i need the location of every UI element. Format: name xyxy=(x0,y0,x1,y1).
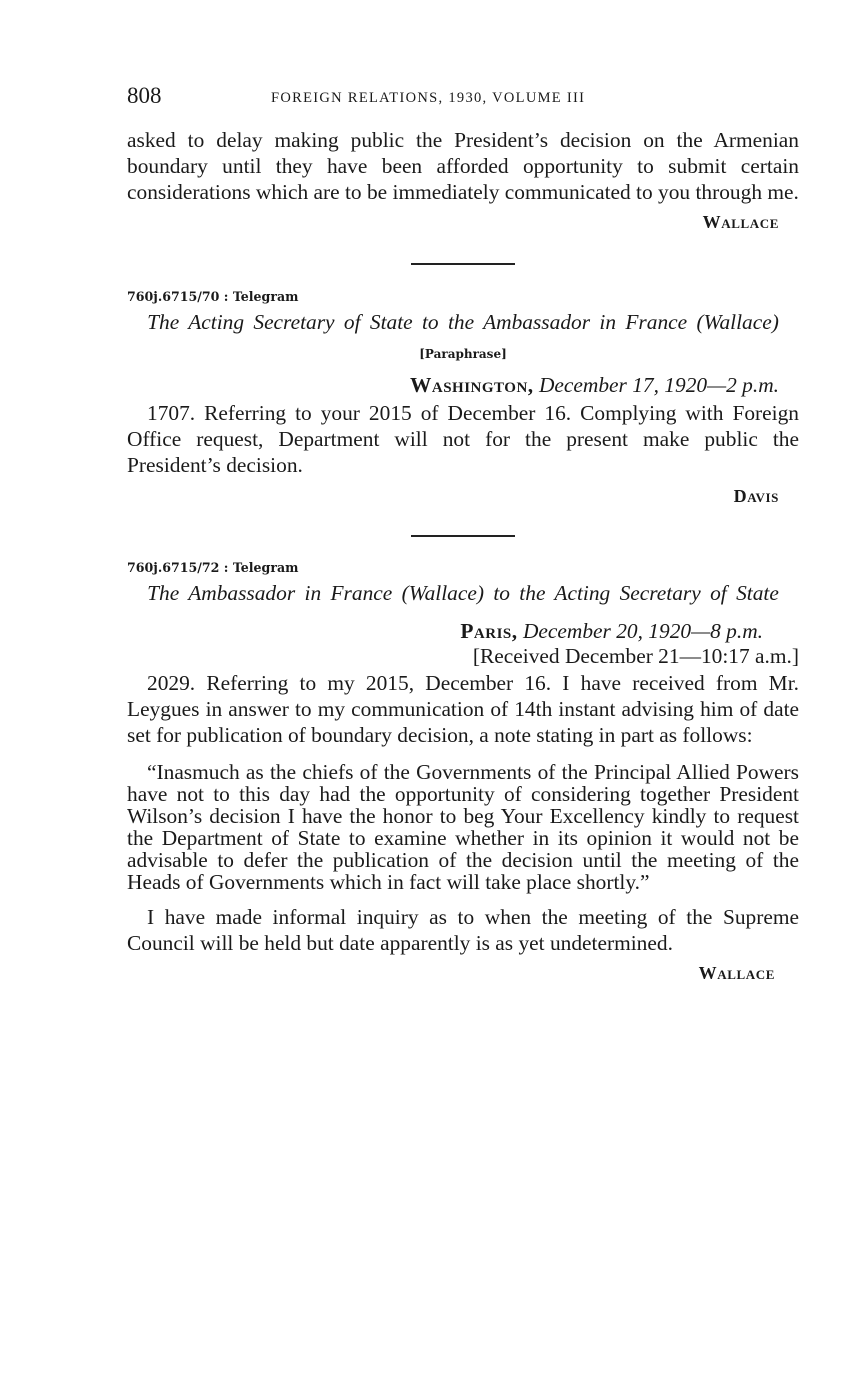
running-title: FOREIGN RELATIONS, 1930, VOLUME III xyxy=(271,90,586,106)
quoted-note: “Inasmuch as the chiefs of the Governments of the Principal Allied Powers have not to this day had the opportunity of considering together President Wilson’s decision I have the honor to beg Your Excellency kindly to request the Department of State to examine whether in its opinion it would not be advisable to defer the publication of the decision until the meeting of the Heads of Governments which in fact will take place shortly.” xyxy=(127,759,799,894)
section-divider xyxy=(411,263,515,265)
paraphrase-note: [Paraphrase] xyxy=(419,347,507,362)
page-number: 808 xyxy=(127,83,162,108)
section-divider xyxy=(411,535,515,537)
document-page xyxy=(127,80,799,984)
file-reference: 760j.6715/70 : Telegram xyxy=(127,289,299,305)
dateline-place: Paris, xyxy=(460,619,518,644)
document-title: The Ambassador in France (Wallace) to the Acting Secretary of State xyxy=(147,580,779,605)
received-note: [Received December 21—10:17 a.m.] xyxy=(472,644,799,669)
dateline-date: December 17, 1920—2 p.m. xyxy=(538,373,779,398)
telegram-body: 1707. Referring to your 2015 of December 16. Complying with Foreign Office request, Department will not for the present make public the President’s decision. xyxy=(127,401,799,477)
continuation-paragraph: asked to delay making public the President’s decision on the Armenian boundary until they have been afforded opportunity to submit certain considerations which are to be immediately communicated to you through me. xyxy=(127,128,799,204)
telegram-body: 2029. Referring to my 2015, December 16. I have received from Mr. Leygues in answer to my communication of 14th instant advising him of date set for publication of boundary decision, a note stating in part as follows: xyxy=(127,671,799,747)
dateline-date: December 20, 1920—8 p.m. xyxy=(522,619,763,644)
dateline xyxy=(127,619,763,644)
file-reference: 760j.6715/72 : Telegram xyxy=(127,559,299,575)
dateline xyxy=(127,373,779,398)
document-title: The Acting Secretary of State to the Ambassador in France (Wallace) xyxy=(147,310,779,335)
dateline-place: Washington, xyxy=(409,373,534,398)
signature-wallace-1: Wallace xyxy=(702,212,779,233)
signature-davis: Davis xyxy=(733,485,779,506)
closing-paragraph: I have made informal inquiry as to when the meeting of the Supreme Council will be held but date apparently is as yet undetermined. xyxy=(127,904,799,955)
signature-wallace-2: Wallace xyxy=(698,963,775,984)
running-head xyxy=(127,80,799,120)
